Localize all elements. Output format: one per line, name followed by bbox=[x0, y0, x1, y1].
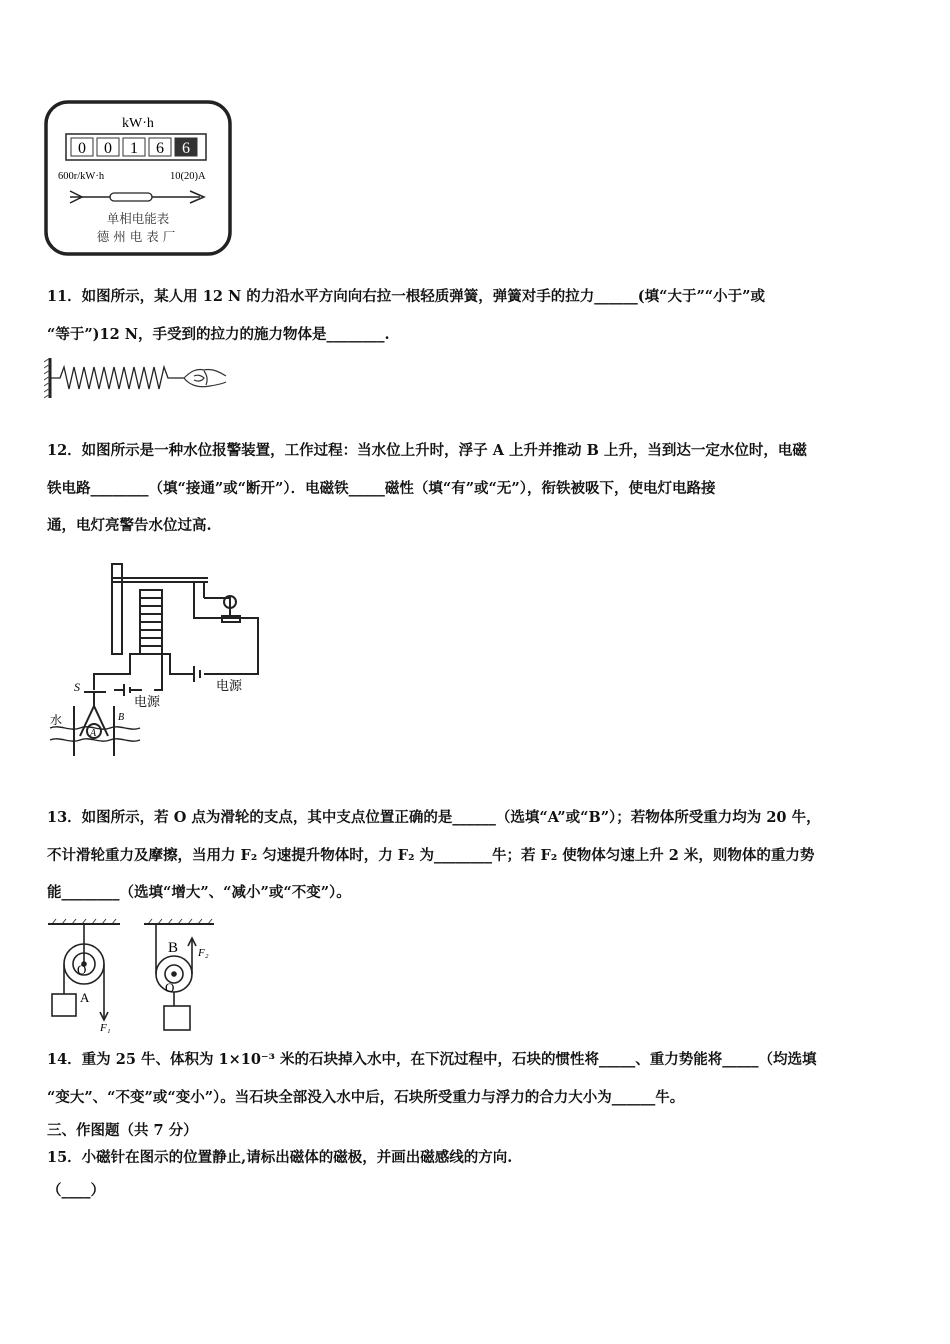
section-3-title: 三、作图题（共 7 分） bbox=[47, 1122, 198, 1139]
label-a: A bbox=[80, 990, 90, 1005]
meter-digit: 1 bbox=[130, 140, 138, 157]
q14-line-1: 14．重为 25 牛、体积为 1×10⁻³ 米的石块掉入水中，在下沉过程中，石块的惯性将_____、重力势能将_____（均选填 bbox=[47, 1051, 817, 1068]
pulley-figure bbox=[44, 918, 224, 1034]
q11-line-2: “等于”)12 N，手受到的拉力的施力物体是________. bbox=[47, 326, 390, 343]
label-power-source-1: 电源 bbox=[134, 694, 161, 709]
label-power-source-2: 电源 bbox=[216, 678, 243, 693]
label-f2: F₂ bbox=[198, 947, 209, 959]
meter-spec-left: 600r/kW·h bbox=[58, 171, 105, 182]
meter-unit: kW·h bbox=[122, 116, 154, 131]
q12-line-1: 12．如图所示是一种水位报警装置，工作过程：当水位上升时，浮子 A 上升并推动 B 上升，当到达一定水位时，电磁 bbox=[47, 442, 807, 459]
q12-line-2: 铁电路________（填“接通”或“断开”）．电磁铁_____磁性（填“有”或“无”），衔铁被吸下，使电灯电路接 bbox=[47, 480, 716, 497]
meter-digit: 0 bbox=[78, 140, 86, 157]
meter-digit: 6 bbox=[156, 140, 164, 157]
label-o-pulley-a: O bbox=[77, 962, 87, 977]
label-b: B bbox=[168, 940, 179, 956]
energy-meter-figure bbox=[44, 100, 232, 256]
q15-line-1: 15．小磁针在图示的位置静止,请标出磁体的磁极，并画出磁感线的方向. bbox=[47, 1149, 513, 1166]
q11-line-1: 11．如图所示，某人用 12 N 的力沿水平方向向右拉一根轻质弹簧，弹簧对手的拉力______(填“大于”“小于”或 bbox=[47, 288, 765, 305]
hand-icon bbox=[184, 369, 226, 386]
q13-line-2: 不计滑轮重力及摩擦，当用力 F₂ 匀速提升物体时，力 F₂ 为________牛；若 F₂ 使物体匀速上升 2 米，则物体的重力势 bbox=[47, 847, 815, 864]
q14-line-2: “变大”、“不变”或“变小”）。当石块全部没入水中后，石块所受重力与浮力的合力大小为______牛。 bbox=[47, 1089, 685, 1106]
meter-digit: 0 bbox=[104, 140, 112, 157]
label-float-a: A bbox=[90, 728, 97, 739]
q13-line-1: 13．如图所示，若 O 点为滑轮的支点，其中支点位置正确的是______（选填“A”或“B”）；若物体所受重力均为 20 牛， bbox=[47, 809, 821, 826]
label-water: 水 bbox=[50, 713, 63, 727]
q12-line-3: 通，电灯亮警告水位过高. bbox=[47, 517, 212, 534]
spring bbox=[50, 367, 184, 389]
q15-answer-blank: （____） bbox=[47, 1182, 105, 1199]
meter-name: 单相电能表 bbox=[106, 212, 170, 226]
q13-line-3: 能________（选填“增大”、“减小”或“不变”）。 bbox=[47, 884, 351, 901]
label-f1: F₁ bbox=[100, 1022, 111, 1034]
label-b: B bbox=[118, 712, 125, 723]
label-s: S bbox=[74, 680, 80, 694]
spring-hand-figure bbox=[44, 354, 232, 402]
meter-maker: 德州电表厂 bbox=[96, 230, 180, 244]
meter-spec-right: 10(20)A bbox=[170, 171, 206, 182]
meter-digit: 6 bbox=[182, 140, 190, 157]
water-level-alarm-figure bbox=[44, 556, 268, 762]
label-o-pulley-b: O bbox=[165, 980, 175, 995]
